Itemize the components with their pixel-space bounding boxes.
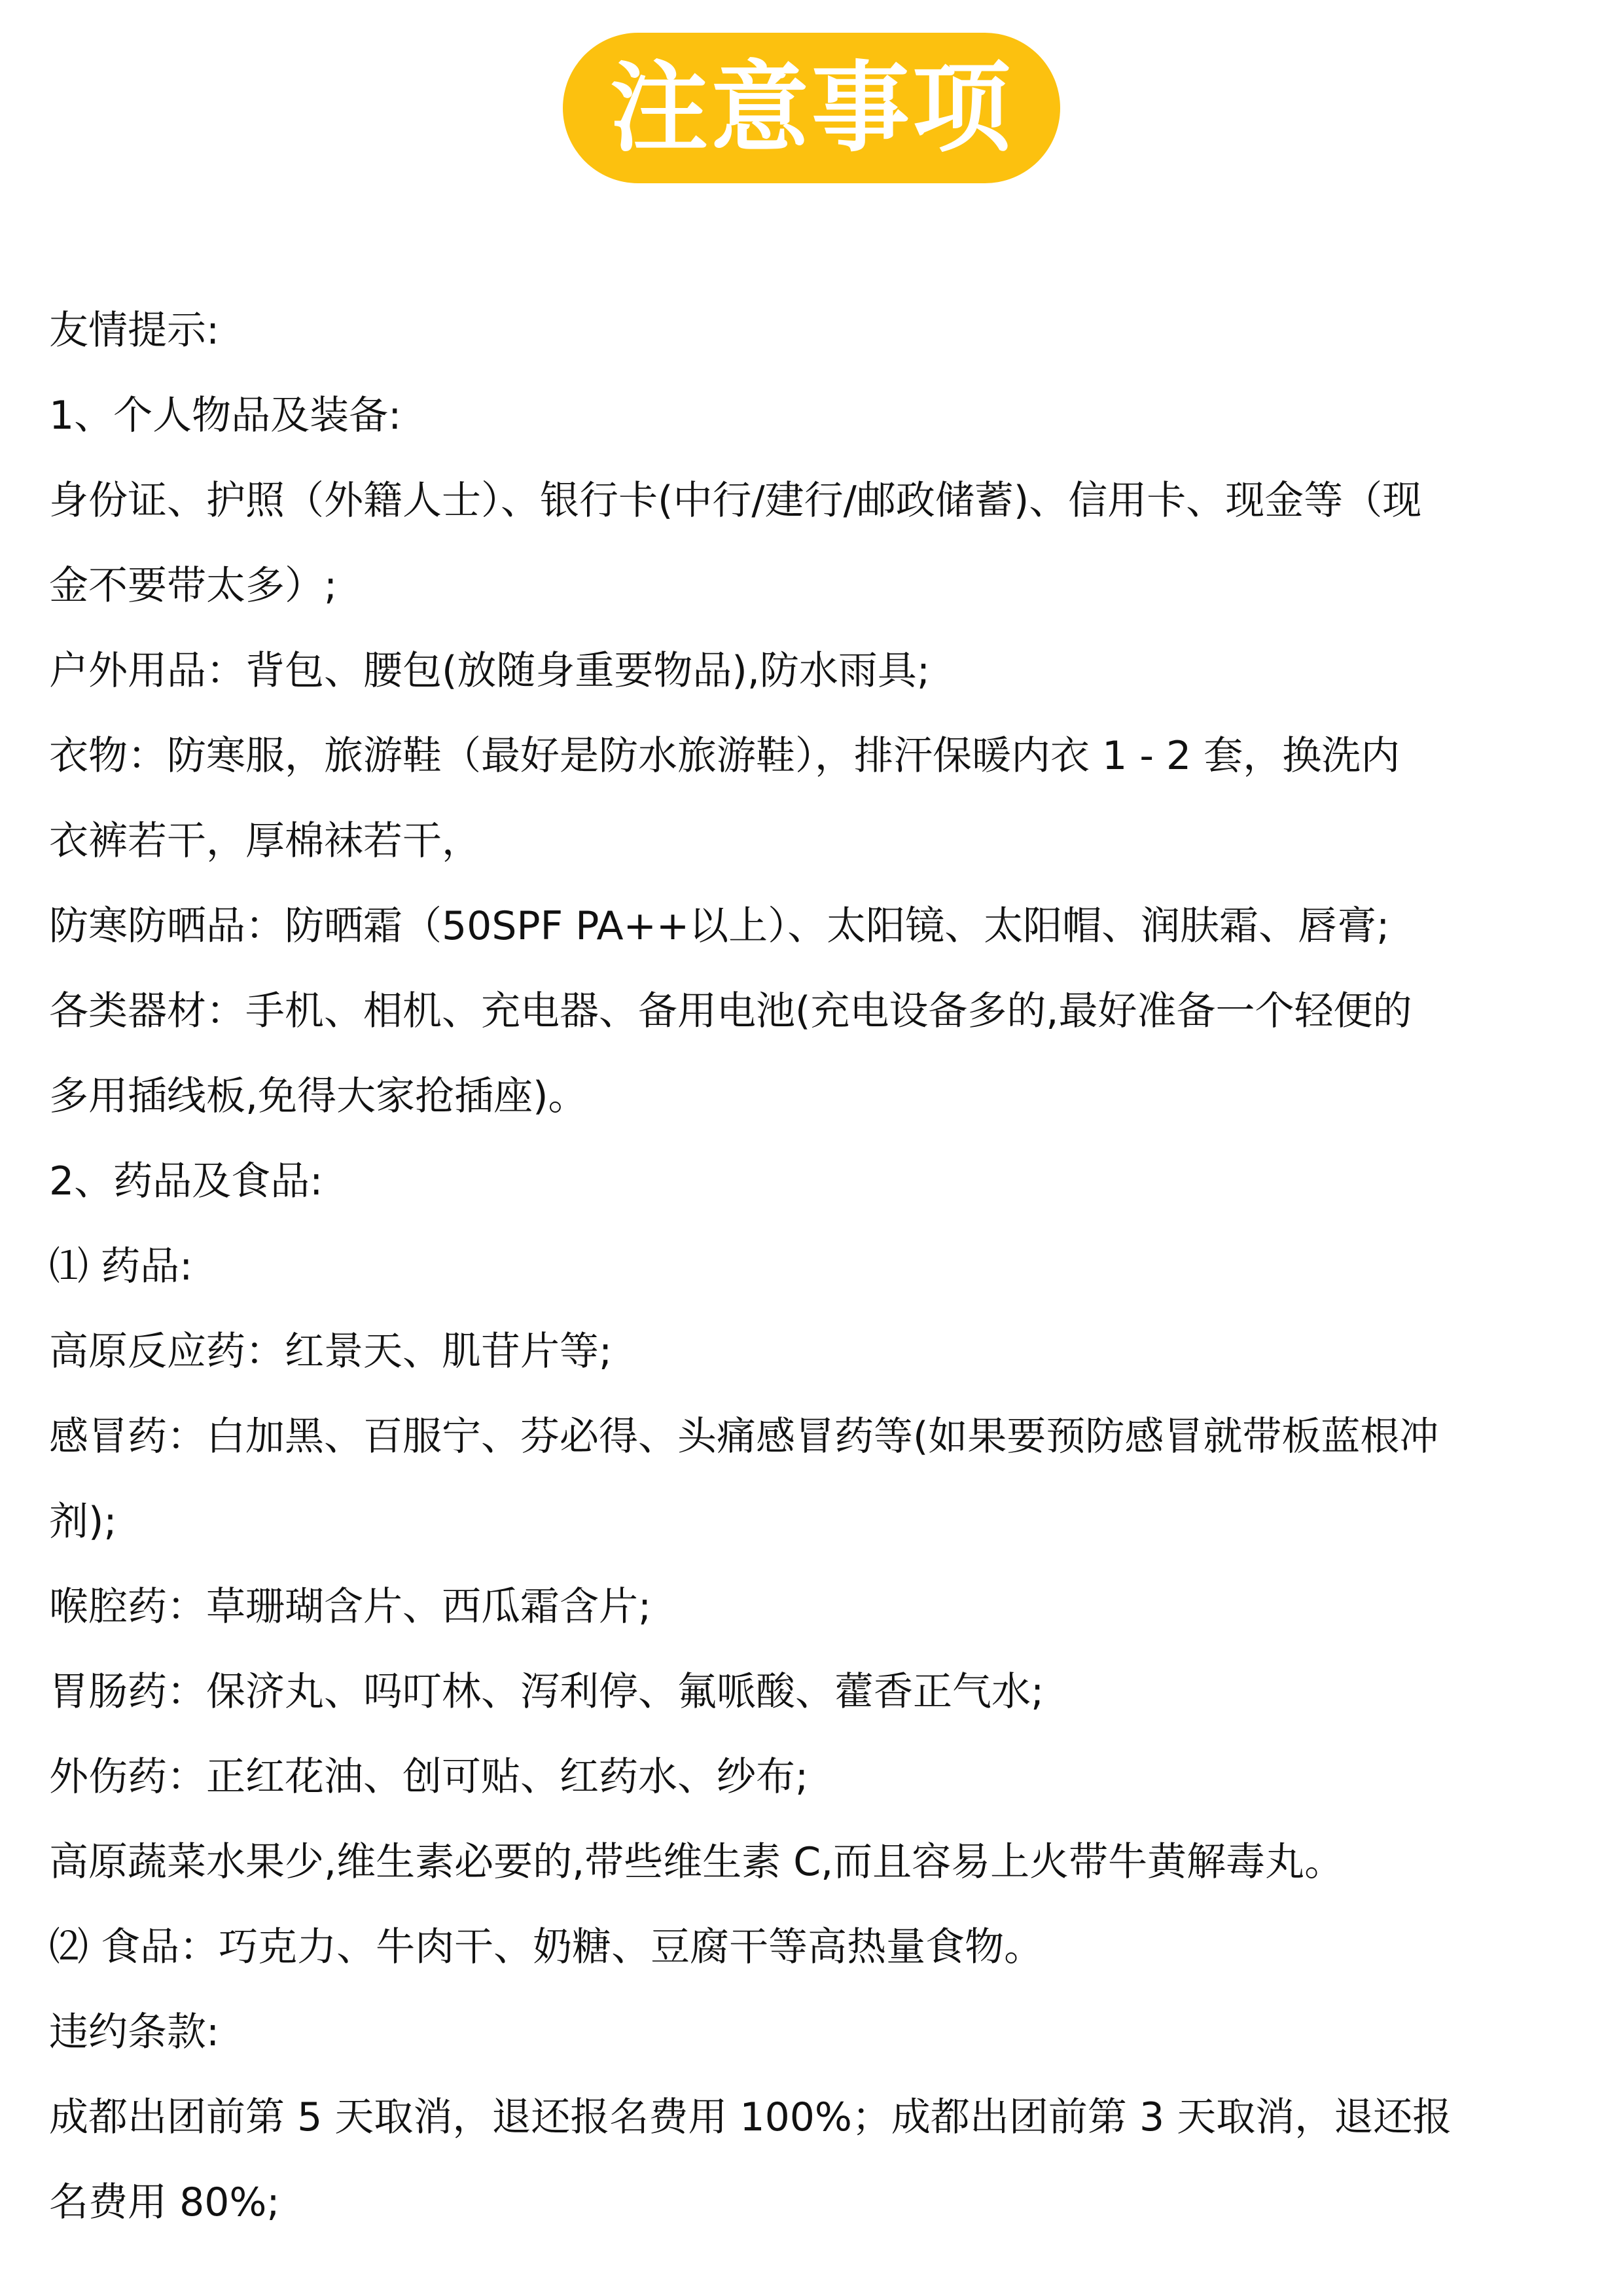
text-line: 成都出团前第 5 天取消，退还报名费用 100%；成都出团前第 3 天取消，退还报 [49,2094,1452,2140]
text-line: 衣物：防寒服，旅游鞋（最好是防水旅游鞋），排汗保暖内衣 1 - 2 套，换洗内 [49,733,1400,779]
text-line: 高原反应药：红景天、肌苷片等; [49,1329,613,1374]
text-line: 喉腔药：草珊瑚含片、西瓜霜含片; [49,1584,652,1630]
text-line: 友情提示: [49,308,220,353]
text-line: 外伤药：正红花油、创可贴、红药水、纱布; [49,1754,809,1800]
text-line: 户外用品：背包、腰包(放随身重要物品),防水雨具; [49,648,931,694]
text-line: 防寒防晒品：防晒霜（50SPF PA++以上）、太阳镜、太阳帽、润肤霜、唇膏; [49,903,1390,949]
text-line: 多用插线板,免得大家抢插座)。 [49,1073,588,1119]
text-line: 衣裤若干，厚棉袜若干， [49,818,481,864]
text-line: ⑵ 食品：巧克力、牛肉干、奶糖、豆腐干等高热量食物。 [49,1924,1044,1970]
text-line: 剂); [49,1499,117,1545]
text-line: 各类器材：手机、相机、充电器、备用电池(充电设备多的,最好准备一个轻便的 [49,988,1412,1034]
page-title: 注意事项 [609,50,1013,166]
text-line: 高原蔬菜水果少,维生素必要的,带些维生素 C,而且容易上火带牛黄解毒丸。 [49,1839,1344,1885]
text-line: 金不要带太多）; [49,563,338,609]
notice-body [49,288,1580,2245]
text-line: 违约条款: [49,2009,220,2055]
text-line: 胃肠药：保济丸、吗叮林、泻利停、氟哌酸、藿香正气水; [49,1669,1044,1715]
text-line: 感冒药：白加黑、百服宁、芬必得、头痛感冒药等(如果要预防感冒就带板蓝根冲 [49,1414,1439,1460]
text-line: 身份证、护照（外籍人士）、银行卡(中行/建行/邮政储蓄)、信用卡、现金等（现 [49,478,1422,524]
text-line: 2、药品及食品: [49,1158,323,1204]
text-line: 1、个人物品及装备: [49,393,402,439]
title-banner [563,33,1060,183]
text-line: ⑴ 药品: [49,1244,193,1289]
text-line: 名费用 80%; [49,2179,280,2225]
